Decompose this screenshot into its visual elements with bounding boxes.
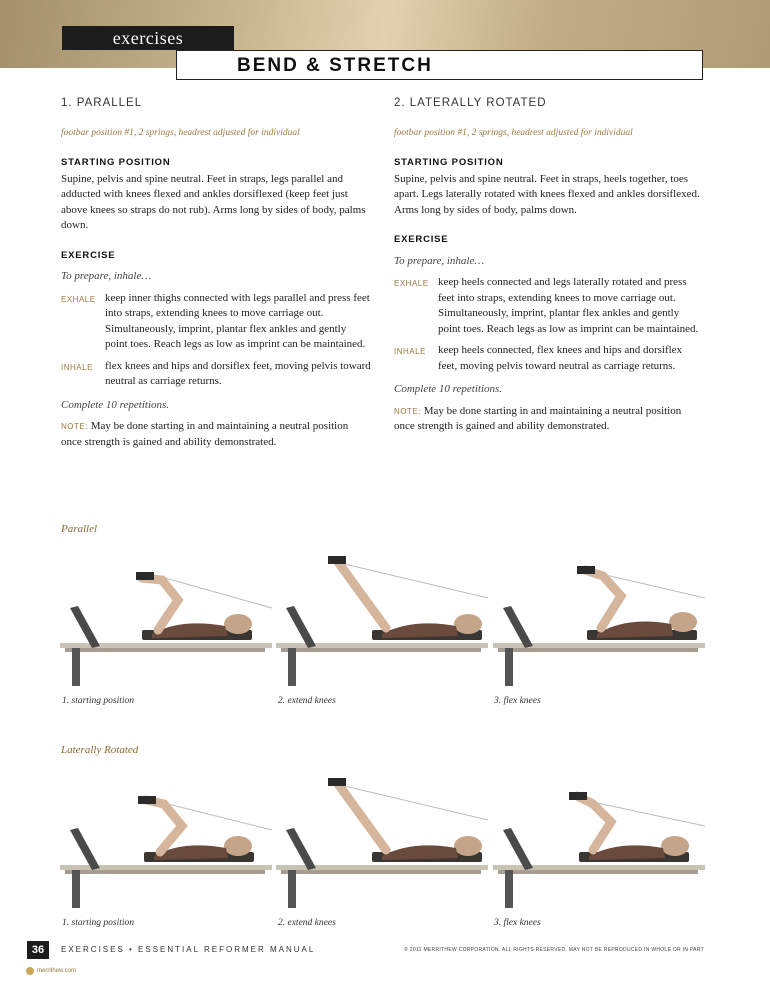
reformer-photo-starting-position (60, 548, 272, 688)
exercise-heading: EXERCISE (394, 234, 449, 245)
running-title: EXERCISES • ESSENTIAL REFORMER MANUAL (61, 945, 316, 954)
note (61, 419, 371, 450)
step-text: keep inner thighs connected with legs parallel and press feet into straps, extending knees to move carriage out. Simultaneously, imprint, plantar flex ankles and gently point toes. Reach legs as low as imprint can be maintained. (105, 291, 370, 350)
repetitions-text: Complete 10 repetitions. (394, 383, 503, 395)
starting-position-heading: STARTING POSITION (61, 157, 171, 168)
prepare-text: To prepare, inhale… (61, 270, 152, 282)
starting-position-text: Supine, pelvis and spine neutral. Feet in straps, legs parallel and adducted with knees flexed and ankles dorsiflexed (keep feet just above knees so straps do not rub). Arms long by sides of body, palms down. (61, 172, 366, 231)
copyright-text: © 2011 MERRITHEW CORPORATION. ALL RIGHTS RESERVED. MAY NOT BE REPRODUCED IN WHOLE OR IN PART (404, 947, 704, 953)
step-exhale (61, 291, 371, 353)
exercise-column-laterally-rotated (394, 96, 704, 435)
reformer-photo-starting-position (60, 770, 272, 910)
photo-row-title: Parallel (61, 523, 98, 535)
setup-text: footbar position #1, 2 springs, headrest adjusted for individual (394, 127, 633, 138)
step-label: INHALE (394, 347, 426, 356)
repetitions-text: Complete 10 repetitions. (61, 398, 170, 411)
step-inhale (61, 359, 371, 390)
photo-caption: 1. starting position (62, 696, 135, 706)
exercise-heading: EXERCISE (61, 249, 116, 261)
photo-caption: 1. starting position (62, 918, 135, 928)
logo-text: merrithew.com (37, 968, 77, 974)
starting-position-heading: STARTING POSITION (394, 157, 504, 168)
prepare-text: To prepare, inhale… (394, 254, 485, 267)
page-number: 36 (27, 941, 49, 959)
logo-icon (26, 967, 34, 975)
photo-caption: 2. extend knees (278, 696, 336, 706)
reformer-photo-extend-knees (276, 548, 488, 688)
exercise-title: 1. PARALLEL (61, 97, 143, 109)
step-text: keep heels connected, flex knees and hips and dorsiflex feet, moving pelvis toward neutral as carriage returns. (438, 344, 683, 372)
publisher-logo (26, 967, 76, 975)
note-label: NOTE: (61, 422, 88, 431)
photo-row-title: Laterally Rotated (61, 744, 139, 756)
reformer-photo-extend-knees (276, 770, 488, 910)
photo-caption: 3. flex knees (494, 696, 541, 706)
reformer-photo-flex-knees (493, 770, 705, 910)
photo-caption: 2. extend knees (278, 918, 336, 928)
note-text: May be done starting in and maintaining a neutral position once strength is gained and ability demonstrated. (61, 420, 349, 448)
reformer-photo-flex-knees (493, 548, 705, 688)
note-text: May be done starting in and maintaining a neutral position once strength is gained and ability demonstrated. (394, 404, 682, 432)
setup-text: footbar position #1, 2 springs, headrest adjusted for individual (61, 127, 300, 138)
step-exhale (394, 275, 704, 337)
step-text: flex knees and hips and dorsiflex feet, moving pelvis toward neutral as carriage returns. (105, 359, 371, 387)
photo-caption: 3. flex knees (494, 918, 541, 928)
note-label: NOTE: (394, 406, 421, 416)
step-label: EXHALE (394, 279, 429, 288)
step-label: INHALE (61, 362, 93, 372)
exercise-column-parallel (61, 96, 371, 450)
section-tab: exercises (62, 26, 234, 50)
exercise-title: 2. LATERALLY ROTATED (394, 97, 547, 109)
page-title: BEND & STRETCH (176, 50, 703, 80)
step-text: keep heels connected and legs laterally rotated and press feet into straps, extending knees to move carriage out. Simultaneously, imprint, plantar flex ankles and gently point toes. Reach legs as low as imprint can be maintained. (438, 276, 699, 335)
note (394, 404, 704, 435)
step-label: EXHALE (61, 294, 96, 304)
step-inhale (394, 343, 704, 374)
starting-position-text: Supine, pelvis and spine neutral. Feet in straps, heels together, toes apart. Legs laterally rotated with knees flexed and ankles dorsiflexed. Arms long by sides of body, palms down. (394, 172, 700, 216)
